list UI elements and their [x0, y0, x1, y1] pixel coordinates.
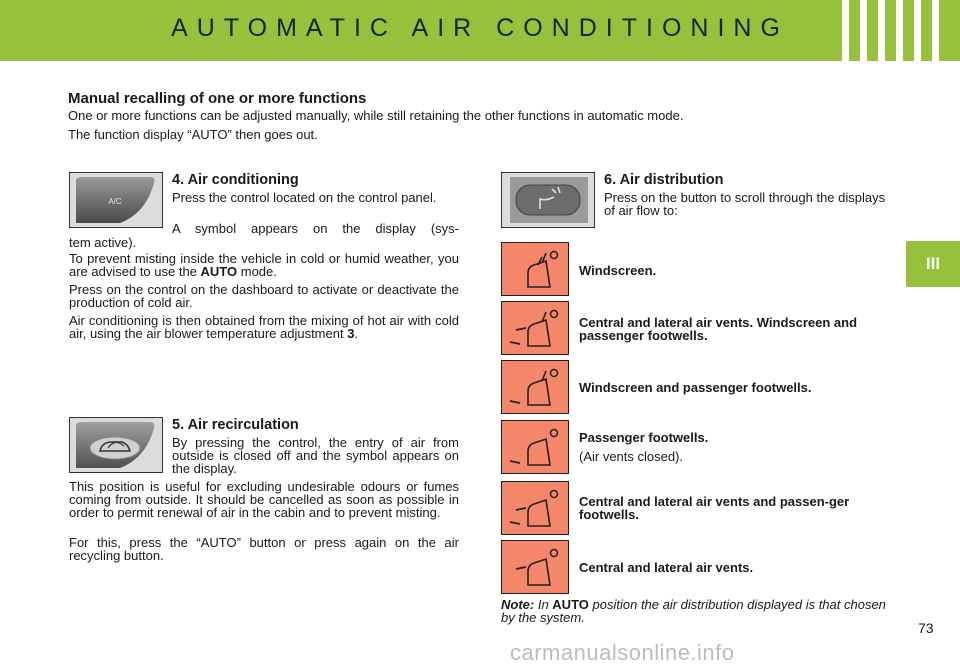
distribution-sublabel-4: (Air vents closed).	[579, 449, 684, 464]
section-heading-recirculation: 5. Air recirculation	[172, 417, 299, 433]
recirc-paragraph-1: By pressing the control, the entry of air from outside is closed off and the symbol appears on the display.	[172, 435, 459, 476]
distribution-note: Note: In AUTO position the air distribution displayed is that chosen by the system.	[501, 597, 886, 625]
chapter-tab[interactable]: III	[906, 241, 960, 287]
distribution-label-6: Central and lateral air vents.	[579, 560, 754, 575]
recirculation-button-photo	[69, 417, 163, 473]
distribution-label-1: Windscreen.	[579, 263, 657, 278]
ac-paragraph-4: Press on the control on the dashboard to activate or deactivate the production of cold air.	[69, 282, 459, 310]
windscreen-footwells-icon	[501, 360, 569, 414]
vents-footwells-icon	[501, 481, 569, 535]
ac-paragraph-5: Air conditioning is then obtained from the mixing of hot air with cold air, using the air blower temperature adjustment 3.	[69, 313, 459, 341]
distribution-paragraph-1: Press on the button to scroll through the displays of air flow to:	[604, 190, 886, 218]
header-stripes	[842, 0, 952, 61]
footer-watermark[interactable]: carmanualsonline.info	[510, 640, 735, 665]
page-title: AUTOMATIC AIR CONDITIONING	[171, 14, 789, 42]
distribution-button-photo	[501, 172, 595, 228]
footwells-icon	[501, 420, 569, 474]
windscreen-icon	[501, 242, 569, 296]
recirc-paragraph-3: For this, press the “AUTO” button or press again on the air recycling button.	[69, 535, 459, 563]
vents-windscreen-footwells-icon	[501, 301, 569, 355]
ac-paragraph-2a: A symbol appears on the display (sys-	[172, 221, 459, 236]
ac-paragraph-1: Press the control located on the control panel.	[172, 190, 437, 205]
manual-line-2: The function display “AUTO” then goes out.	[68, 127, 318, 142]
header-band	[0, 0, 960, 61]
section-heading-ac: 4. Air conditioning	[172, 172, 299, 188]
ac-paragraph-2b: tem active).	[69, 235, 137, 250]
vents-icon	[501, 540, 569, 594]
distribution-label-5: Central and lateral air vents and passen-ger footwells.	[579, 494, 850, 522]
ac-button-label: A/C	[108, 197, 122, 206]
distribution-label-2: Central and lateral air vents. Windscreen and passenger footwells.	[579, 315, 858, 343]
section-heading-manual: Manual recalling of one or more functions	[68, 90, 367, 107]
manual-line-1: One or more functions can be adjusted manually, while still retaining the other functions in automatic mode.	[68, 108, 684, 123]
ac-paragraph-3: To prevent misting inside the vehicle in cold or humid weather, you are advised to use the AUTO mode.	[69, 251, 459, 279]
distribution-label-3: Windscreen and passenger footwells.	[579, 380, 812, 395]
distribution-label-4: Passenger footwells.	[579, 430, 709, 445]
recirc-paragraph-2: This position is useful for excluding undesirable odours or fumes coming from outside. It should be cancelled as soon as possible in order to permit renewal of air in the cabin and to prevent misting.	[69, 479, 459, 520]
page-number: 73	[918, 620, 934, 636]
section-heading-distribution: 6. Air distribution	[604, 172, 724, 188]
ac-button-photo	[69, 172, 163, 228]
